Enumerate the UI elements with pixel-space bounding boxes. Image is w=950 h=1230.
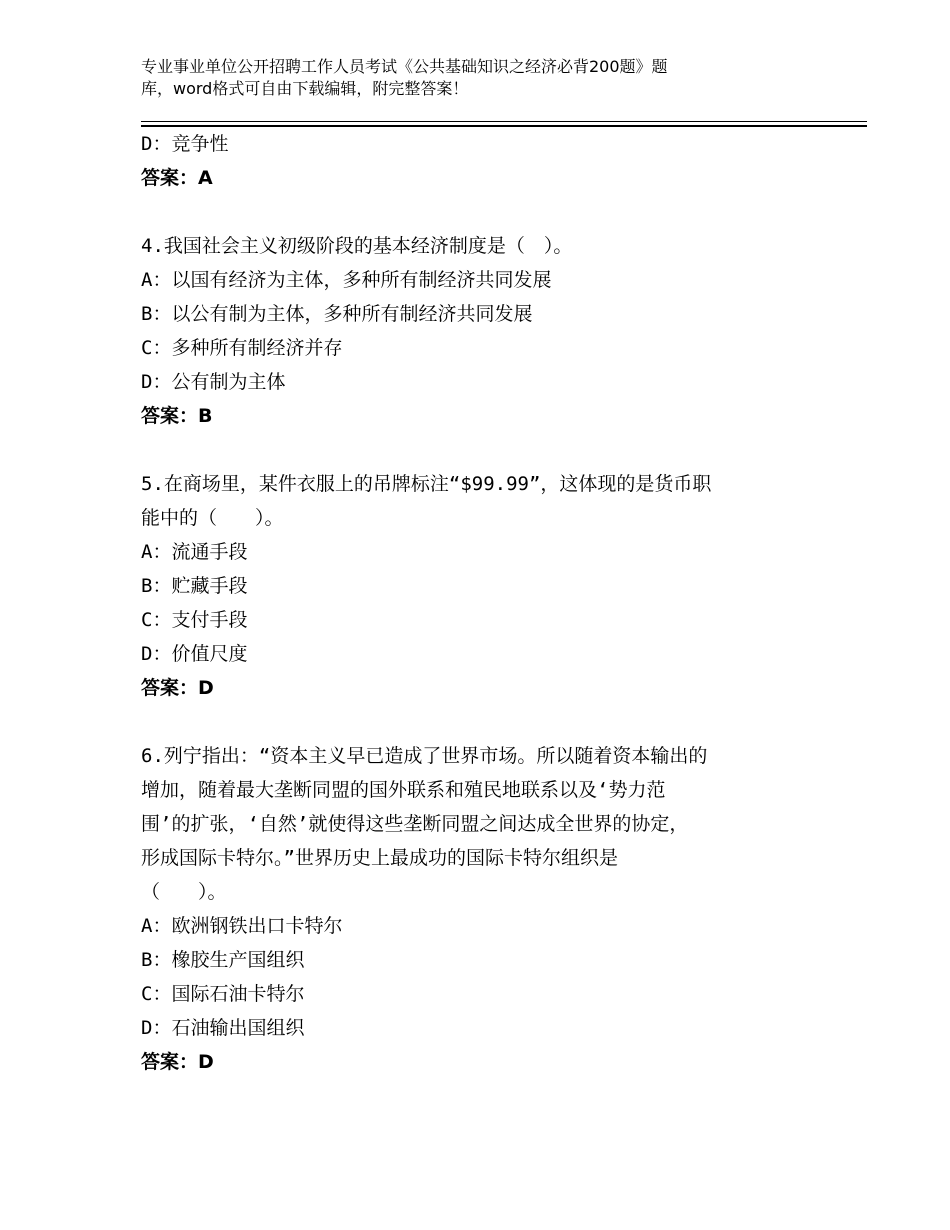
answer: 答案：A [141,167,213,189]
header-line-2: 库，word格式可自由下载编辑，附完整答案！ [141,79,469,98]
question-stem: 增加，随着最大垄断同盟的国外联系和殖民地联系以及‘势力范 [141,779,666,801]
question-stem: 能中的（ ）。 [141,507,284,529]
question-5 [141,467,831,705]
question-stem: （ ）。 [141,881,227,903]
option-c: C：支付手段 [141,609,248,631]
option-a: A：欧洲钢铁出口卡特尔 [141,915,343,937]
answer: 答案：B [141,405,213,427]
question-stem: 6.列宁指出：“资本主义早已造成了世界市场。所以随着资本输出的 [141,745,708,767]
question-6 [141,739,831,1079]
answer: 答案：D [141,1051,214,1073]
option-d: D：公有制为主体 [141,371,286,393]
option-b: B：贮藏手段 [141,575,248,597]
option-a: A：流通手段 [141,541,248,563]
option-b: B：橡胶生产国组织 [141,949,305,971]
question-stem: 4.我国社会主义初级阶段的基本经济制度是（ ）。 [141,235,573,257]
question-stem: 5.在商场里，某件衣服上的吊牌标注“$99.99”，这体现的是货币职 [141,473,712,495]
question-stem: 形成国际卡特尔。”世界历史上最成功的国际卡特尔组织是 [141,847,618,869]
document-body [141,127,831,1079]
answer: 答案：D [141,677,214,699]
header-line-1: 专业事业单位公开招聘工作人员考试《公共基础知识之经济必背200题》题 [141,57,668,76]
option-d: D：石油输出国组织 [141,1017,305,1039]
option-a: A：以国有经济为主体，多种所有制经济共同发展 [141,269,552,291]
document-header [141,56,821,100]
option-d: D：价值尺度 [141,643,248,665]
header-rule-thin [141,121,867,122]
question-4 [141,229,831,433]
option-c: C：多种所有制经济并存 [141,337,343,359]
option-b: B：以公有制为主体，多种所有制经济共同发展 [141,303,533,325]
option-d: D：竞争性 [141,133,229,155]
question-stem: 围’的扩张，‘自然’就使得这些垄断同盟之间达成全世界的协定， [141,813,689,835]
option-c: C：国际石油卡特尔 [141,983,305,1005]
